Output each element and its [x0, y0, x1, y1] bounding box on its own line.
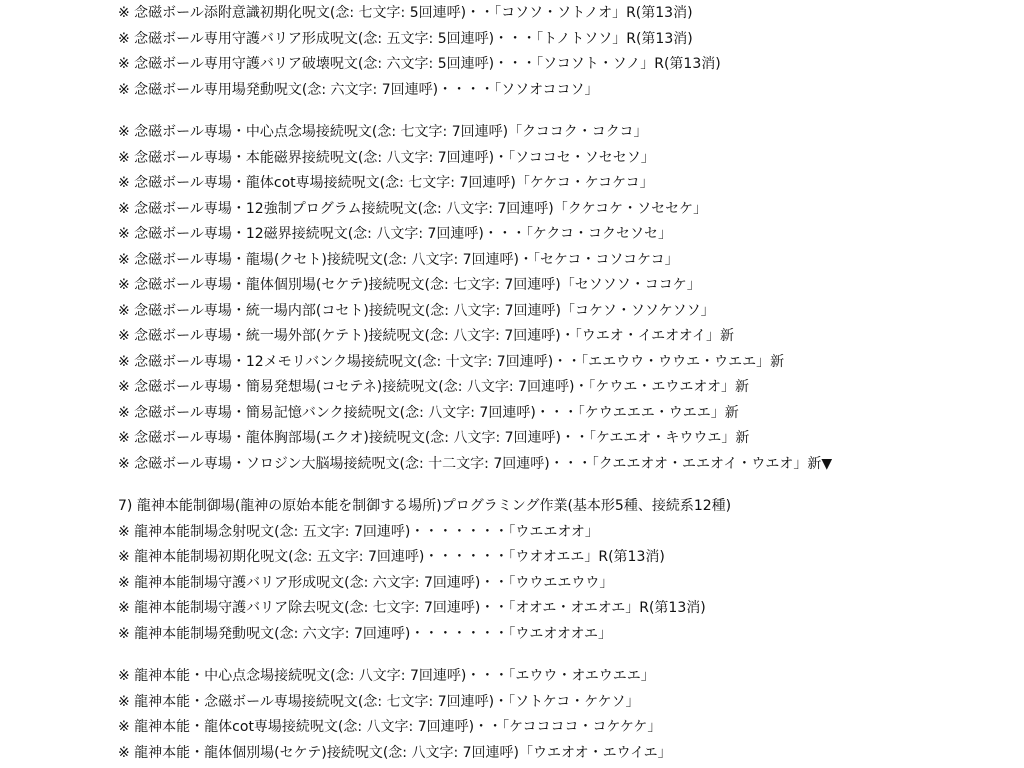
- list-item: ※ 念磁ボール専場・統一場外部(ケテト)接続呪文(念: 八文字: 7回連呼)・「ウエオ・イエオオイ」新: [118, 328, 735, 344]
- list-item: ※ 念磁ボール専場・12強制プログラム接続呪文(念: 八文字: 7回連呼)「クケコケ・ソセセケ」: [118, 200, 708, 217]
- list-item: ※ 龍神本能・龍体cot専場接続呪文(念: 八文字: 7回連呼)・・「ケココココ・コケケケ」: [118, 719, 662, 735]
- paragraph-gap: [118, 477, 1008, 494]
- list-item: ※ 念磁ボール専場・龍体胸部場(エクオ)接続呪文(念: 八文字: 7回連呼)・・「ケエエオ・キウウエ」新: [118, 430, 750, 446]
- list-item: ※ 念磁ボール専場・龍体個別場(セケテ)接続呪文(念: 七文字: 7回連呼)「セソソソ・ココケ」: [118, 277, 701, 293]
- list-item: ※ 龍神本能制場守護バリア形成呪文(念: 六文字: 7回連呼)・・「ウウエエウウ」: [118, 574, 614, 591]
- list-item: ※ 龍神本能制場発動呪文(念: 六文字: 7回連呼)・・・・・・・「ウエオオオエ」: [118, 625, 612, 642]
- list-item: ※ 龍神本能・龍体個別場(セケテ)接続呪文(念: 八文字: 7回連呼)「ウエオオ・エウイエ」: [118, 744, 672, 761]
- list-item: ※ 念磁ボール専場・統一場内部(コセト)接続呪文(念: 八文字: 7回連呼)「コケソ・ソソケソソ」: [118, 302, 715, 319]
- list-item: ※ 龍神本能制場守護バリア除去呪文(念: 七文字: 7回連呼)・・「オオエ・オエオエ」R(第13消): [118, 600, 706, 616]
- list-item: ※ 念磁ボール専場・ソロジン大脳場接続呪文(念: 十二文字: 7回連呼)・・・「クエエオオ・エエオイ・ウエオ」新▼: [118, 455, 833, 472]
- list-item: ※ 念磁ボール専場・簡易記憶バンク接続呪文(念: 八文字: 7回連呼)・・・「ケウエエエ・ウエエ」新: [118, 404, 739, 421]
- ball-basic-spells-list: [118, 1, 1008, 103]
- list-item: ※ 龍神本能制場念射呪文(念: 五文字: 7回連呼)・・・・・・・「ウエエオオ」: [118, 523, 599, 540]
- list-item: ※ 念磁ボール専場・本能磁界接続呪文(念: 八文字: 7回連呼)・「ソココセ・ソセセソ」: [118, 149, 655, 166]
- paragraph-gap: [118, 647, 1008, 664]
- list-item: ※ 念磁ボール専場・龍体cot専場接続呪文(念: 七文字: 7回連呼)「ケケコ・ケコケコ」: [118, 175, 654, 191]
- ball-link-spells-list: [118, 120, 1008, 477]
- list-item: ※ 念磁ボール専場・簡易発想場(コセテネ)接続呪文(念: 八文字: 7回連呼)・「ケウエ・エウエオオ」新: [118, 379, 750, 395]
- list-item: ※ 龍神本能制場初期化呪文(念: 五文字: 7回連呼)・・・・・・「ウオオエエ」R(第13消): [118, 549, 665, 565]
- list-item: ※ 念磁ボール添附意識初期化呪文(念: 七文字: 5回連呼)・・「コソソ・ソトノオ」R(第13消): [118, 5, 693, 21]
- list-item: ※ 念磁ボール専場・12メモリバンク場接続呪文(念: 十文字: 7回連呼)・・「エエウウ・ウウエ・ウエエ」新: [118, 353, 785, 370]
- list-item: ※ 念磁ボール専用守護バリア形成呪文(念: 五文字: 5回連呼)・・・「トノトソソ」R(第13消): [118, 30, 693, 47]
- paragraph-gap: [118, 103, 1008, 120]
- dragon-basic-spells-list: [118, 520, 1008, 648]
- list-item: ※ 龍神本能・中心点念場接続呪文(念: 八文字: 7回連呼)・・・「エウウ・オエウエエ」: [118, 668, 655, 684]
- dragon-link-spells-list: [118, 664, 1008, 766]
- document-page: [118, 0, 1008, 766]
- list-item: ※ 念磁ボール専場・龍場(クセト)接続呪文(念: 八文字: 7回連呼)・「セケコ・コソコケコ」: [118, 251, 679, 268]
- section-heading: 7) 龍神本能制御場(龍神の原始本能を制御する場所)プログラミング作業(基本形5種、接続系12種): [118, 498, 732, 514]
- list-item: ※ 念磁ボール専用守護バリア破壊呪文(念: 六文字: 5回連呼)・・・「ソコソト・ソノ」R(第13消): [118, 56, 721, 72]
- list-item: ※ 念磁ボール専場・中心点念場接続呪文(念: 七文字: 7回連呼)「クココク・コクコ」: [118, 124, 648, 140]
- list-item: ※ 龍神本能・念磁ボール専場接続呪文(念: 七文字: 7回連呼)・「ソトケコ・ケケソ」: [118, 693, 640, 710]
- list-item: ※ 念磁ボール専用場発動呪文(念: 六文字: 7回連呼)・・・・「ソソオココソ」: [118, 81, 599, 98]
- list-item: ※ 念磁ボール専場・12磁界接続呪文(念: 八文字: 7回連呼)・・・「ケクコ・コクセソセ」: [118, 226, 673, 242]
